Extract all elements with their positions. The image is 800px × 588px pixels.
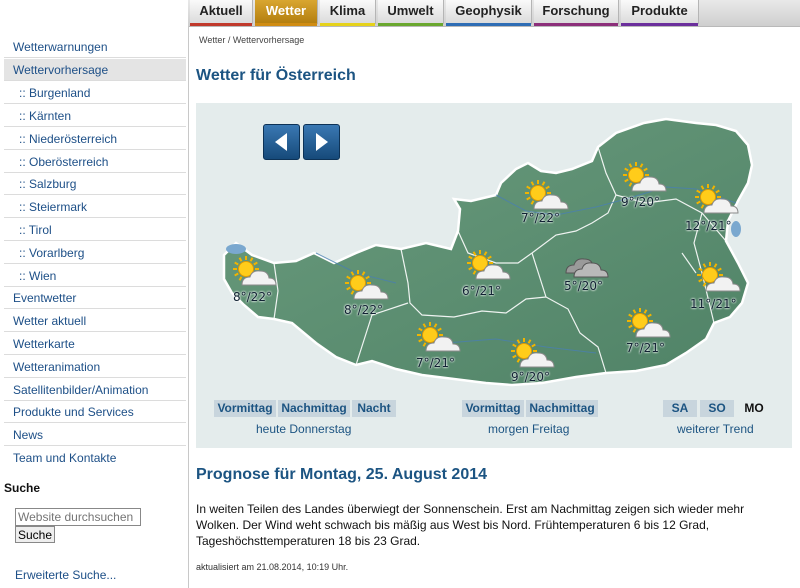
map-previous-button[interactable] — [263, 124, 300, 160]
tab-geophysik[interactable] — [446, 0, 532, 24]
btn-trend-so[interactable]: SO — [700, 400, 734, 417]
sidebar-item-wetteranimation[interactable]: Wetteranimation — [4, 356, 186, 378]
tab-color-bar — [446, 23, 531, 26]
sidebar-item-news[interactable]: News — [4, 424, 186, 446]
tab-label: Produkte — [631, 3, 688, 18]
lake-neusiedl — [731, 221, 741, 237]
btn-tomorrow-nachmittag[interactable]: Nachmittag — [526, 400, 598, 417]
breadcrumb: Wetter / Wettervorhersage — [199, 35, 305, 45]
tab-produkte[interactable] — [621, 0, 699, 24]
station-temperature: 7°/21° — [626, 341, 665, 355]
tab-color-bar — [320, 23, 375, 26]
partly-sunny-icon — [342, 269, 392, 305]
partly-sunny-icon — [694, 261, 744, 297]
station-temperature: 5°/20° — [564, 279, 603, 293]
partly-sunny-icon — [624, 307, 674, 343]
tab-color-bar — [378, 23, 443, 26]
sidebar-item-burgenland[interactable]: :: Burgenland — [4, 82, 186, 104]
sidebar-item-team-kontakte[interactable]: Team und Kontakte — [13, 451, 117, 465]
search-button[interactable]: Suche — [15, 526, 55, 543]
weather-map-panel — [196, 103, 792, 448]
station-temperature: 8°/22° — [233, 290, 272, 304]
last-updated: aktualisiert am 21.08.2014, 10:19 Uhr. — [196, 562, 349, 572]
tab-color-bar — [190, 23, 252, 26]
top-navigation — [0, 0, 800, 26]
tab-wetter[interactable] — [255, 0, 318, 24]
search-input[interactable] — [15, 508, 141, 526]
sidebar-item-produkte-services[interactable]: Produkte und Services — [4, 401, 186, 423]
tab-umwelt[interactable] — [378, 0, 444, 24]
partly-sunny-weather-icon — [692, 183, 742, 222]
sidebar-item-tirol[interactable]: :: Tirol — [4, 219, 186, 241]
partly-sunny-icon — [230, 255, 280, 291]
sidebar-item-satellitenbilder[interactable]: Satellitenbilder/Animation — [4, 379, 186, 401]
sidebar-item-wetter-aktuell[interactable]: Wetter aktuell — [4, 310, 186, 332]
station-temperature: 7°/21° — [416, 356, 455, 370]
partly-sunny-icon — [508, 337, 558, 373]
tab-aktuell[interactable] — [190, 0, 253, 24]
partly-sunny-icon — [464, 249, 514, 285]
btn-today-vormittag[interactable]: Vormittag — [214, 400, 276, 417]
tab-label: Aktuell — [199, 3, 243, 18]
arrow-right-icon — [304, 125, 339, 159]
tab-label: Geophysik — [455, 3, 522, 18]
sidebar-item-wien[interactable]: :: Wien — [4, 265, 186, 287]
sidebar-item-salzburg[interactable]: :: Salzburg — [4, 173, 186, 195]
sidebar — [0, 26, 189, 588]
tab-color-bar — [255, 23, 317, 26]
sidebar-item-steiermark[interactable]: :: Steiermark — [4, 196, 186, 218]
tab-forschung[interactable] — [534, 0, 619, 24]
btn-trend-mo[interactable]: MO — [737, 400, 771, 417]
station-temperature: 9°/20° — [621, 195, 660, 209]
station-temperature: 12°/21° — [685, 219, 732, 233]
btn-tomorrow-vormittag[interactable]: Vormittag — [462, 400, 524, 417]
partly-sunny-icon — [414, 321, 464, 357]
sidebar-item-oberoesterreich[interactable]: :: Oberösterreich — [4, 151, 186, 173]
sidebar-item-kaernten[interactable]: :: Kärnten — [4, 105, 186, 127]
tab-klima[interactable] — [320, 0, 376, 24]
label-trend: weiterer Trend — [677, 422, 754, 436]
station-temperature: 9°/20° — [511, 370, 550, 384]
map-next-button[interactable] — [303, 124, 340, 160]
partly-sunny-weather-icon — [464, 249, 514, 288]
tab-label: Klima — [329, 3, 366, 18]
label-tomorrow: morgen Freitag — [488, 422, 570, 436]
lake-bodensee — [226, 244, 246, 254]
station-temperature: 7°/22° — [521, 211, 560, 225]
partly-sunny-weather-icon — [694, 261, 744, 300]
partly-sunny-weather-icon — [414, 321, 464, 360]
tab-color-bar — [534, 23, 618, 26]
arrow-left-icon — [264, 125, 299, 159]
label-today: heute Donnerstag — [256, 422, 352, 436]
sidebar-item-wetterwarnungen[interactable]: Wetterwarnungen — [4, 36, 186, 58]
partly-sunny-icon — [620, 161, 670, 197]
tab-color-bar — [621, 23, 698, 26]
tab-label: Forschung — [542, 3, 610, 18]
sidebar-item-niederoesterreich[interactable]: :: Niederösterreich — [4, 128, 186, 150]
search-heading: Suche — [4, 481, 41, 495]
partly-sunny-icon — [522, 179, 572, 215]
btn-today-nachmittag[interactable]: Nachmittag — [278, 400, 350, 417]
station-temperature: 11°/21° — [690, 297, 737, 311]
sidebar-item-wetterkarte[interactable]: Wetterkarte — [4, 333, 186, 355]
forecast-text: In weiten Teilen des Landes überwiegt der Sonnenschein. Erst am Nachmittag zeigen sich wieder mehr Wolken. Der Wind weht schwach bis mäßig aus West bis Nord. Frühtemperaturen 6 bis 12 Grad, Tageshöchsttemperaturen 18 bis 23 Grad. — [196, 502, 745, 548]
advanced-search-link[interactable]: Erweiterte Suche... — [15, 568, 117, 582]
station-temperature: 8°/22° — [344, 303, 383, 317]
page-title: Wetter für Österreich — [196, 67, 356, 84]
partly-sunny-icon — [692, 183, 742, 219]
station-temperature: 6°/21° — [462, 284, 501, 298]
tab-label: Wetter — [265, 3, 307, 18]
tab-label: Umwelt — [387, 3, 434, 18]
btn-today-nacht[interactable]: Nacht — [352, 400, 396, 417]
sidebar-item-eventwetter[interactable]: Eventwetter — [4, 287, 186, 309]
sidebar-item-vorarlberg[interactable]: :: Vorarlberg — [4, 242, 186, 264]
partly-sunny-weather-icon — [230, 255, 280, 294]
cloudy-icon — [560, 245, 610, 281]
forecast-title: Prognose für Montag, 25. August 2014 — [196, 466, 488, 483]
sidebar-item-wettervorhersage[interactable]: Wettervorhersage — [4, 59, 186, 81]
btn-trend-sa[interactable]: SA — [663, 400, 697, 417]
